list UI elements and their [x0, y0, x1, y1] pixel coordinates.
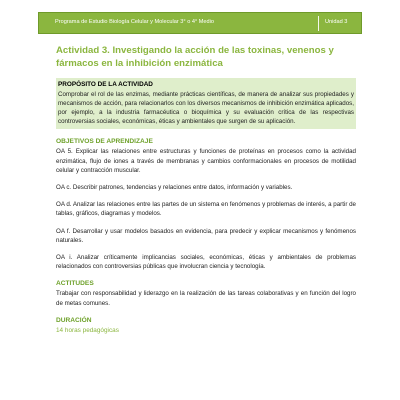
objective-item: OA d. Analizar las relaciones entre las partes de un sistema en fenómenos y problemas de interés, a partir de tablas, gráficos, diagramas y modelos.: [56, 201, 356, 218]
header-divider: [318, 16, 319, 31]
purpose-heading: PROPÓSITO DE LA ACTIVIDAD: [58, 81, 153, 88]
program-title: Programa de Estudio Biología Celular y Molecular 3° o 4° Medio: [55, 19, 215, 25]
objective-item: OA 5. Explicar las relaciones entre estructuras y funciones de proteínas en procesos como la actividad enzimática, flujo de iones a través de membranas y cambios conformacionales en procesos de motilidad celular y contracción muscular.: [56, 148, 356, 174]
purpose-text: Comprobar el rol de las enzimas, mediante prácticas científicas, de manera de analizar sus propiedades y mecanismos de acción, para relacionarlos con los diversos mecanismos de inhibición enzimática aplicados, por ejemplo, a la industria farmacéutica o bioquímica y su evaluación crítica de las respectivas controversias sociales, económicas, éticas y ambientales que surgen de su aplicación.: [58, 90, 354, 126]
duration-heading: DURACIÓN: [56, 316, 92, 324]
unit-label: Unidad 3: [325, 19, 348, 25]
activity-title: Actividad 3. Investigando la acción de las toxinas, venenos y fármacos en la inhibición enzimática: [56, 45, 334, 69]
objective-item: OA c. Describir patrones, tendencias y relaciones entre datos, información y variables.: [56, 183, 293, 191]
objective-item: OA f. Desarrollar y usar modelos basados en evidencia, para predecir y explicar mecanismos y fenómenos naturales.: [56, 227, 356, 244]
objective-item: OA i. Analizar críticamente implicancias sociales, económicas, éticas y ambientales de problemas relacionados con controversias públicas que involucran ciencia y tecnología.: [56, 253, 356, 271]
header-bar: [38, 12, 362, 34]
attitudes-heading: ACTITUDES: [56, 280, 94, 288]
objectives-heading: OBJETIVOS DE APRENDIZAJE: [56, 138, 153, 146]
content-area: [56, 44, 356, 335]
duration-text: 14 horas pedagógicas: [56, 326, 119, 334]
purpose-box: [56, 78, 356, 129]
attitudes-text: Trabajar con responsabilidad y liderazgo en la realización de las tareas colaborativas y en función del logro de metas comunes.: [56, 290, 356, 307]
